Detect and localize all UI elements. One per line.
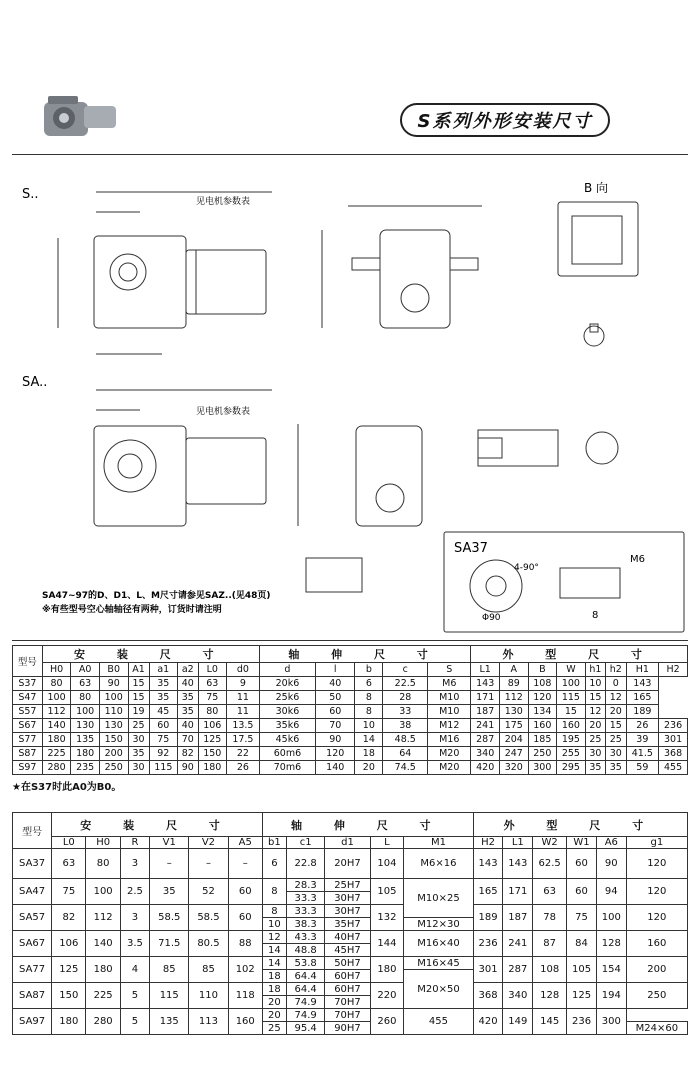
table-cell: 20 [585,719,605,733]
table-cell: 45 [149,705,178,719]
table-cell: 187 [471,705,500,719]
table-cell: 160 [528,719,557,733]
table-cell: 120 [316,747,355,761]
table-cell: 241 [471,719,500,733]
table-cell: 6 [355,677,383,691]
model-cell: SA57 [13,905,52,931]
page-title: S系列外形安装尺寸 [400,103,610,137]
table-cell: 80 [198,705,227,719]
column-header: L0 [198,663,227,677]
table-cell: 25 [585,733,605,747]
column-header: b [355,663,383,677]
outline-dims-header: 外 型 尺 寸 [471,646,688,663]
table-cell: 40 [178,677,198,691]
table-cell: S47 [13,691,43,705]
table-cell: 63 [198,677,227,691]
table-cell: 200 [99,747,128,761]
table-cell: 11 [227,691,260,705]
table-cell: 185 [528,733,557,747]
column-header: d1 [325,837,370,849]
table-cell: 25k6 [259,691,315,705]
table-cell: 10 [585,677,605,691]
table-cell: 12 [585,705,605,719]
column-header: H0 [42,663,71,677]
table-cell: 50 [316,691,355,705]
table-row [13,719,688,733]
table-cell: S97 [13,761,43,775]
table-cell: 225 [42,747,71,761]
table-cell: 22 [227,747,260,761]
table-cell: 17.5 [227,733,260,747]
table-cell: 15 [128,677,149,691]
table-cell: 30 [128,761,149,775]
table-cell: 120 [528,691,557,705]
column-header: H0 [86,837,120,849]
phi90-label: Φ90 [482,613,501,623]
table-cell: 74.5 [383,761,428,775]
technical-drawing-svg [12,158,688,638]
table-cell: 48.5 [383,733,428,747]
table-cell: 82 [178,747,198,761]
table-cell: 250 [99,761,128,775]
table-cell: 45k6 [259,733,315,747]
table-cell: 9 [227,677,260,691]
table-row [13,705,688,719]
table-cell: 26 [227,761,260,775]
column-header: d [259,663,315,677]
table-cell: 41.5 [626,747,659,761]
table-cell: M16 [428,733,471,747]
table-cell: 280 [42,761,71,775]
table-cell: 150 [99,733,128,747]
table-cell: S67 [13,719,43,733]
table-cell: S37 [13,677,43,691]
table-cell: 60m6 [259,747,315,761]
column-header: A1 [128,663,149,677]
table-cell: 89 [499,677,528,691]
table-cell: 300 [528,761,557,775]
column-header: b1 [262,837,286,849]
column-header: A5 [228,837,262,849]
table-cell: 301 [659,733,688,747]
b-view-label: B 向 [584,181,609,195]
table-row [13,761,688,775]
table-cell: 8 [355,705,383,719]
table-cell: 180 [198,761,227,775]
outline-dims-header-2: 外 型 尺 寸 [473,813,687,837]
table-cell: 59 [626,761,659,775]
table-cell: 12 [606,691,626,705]
table-cell: 22.5 [383,677,428,691]
page-header [0,0,700,160]
column-header: L0 [52,837,86,849]
table-cell: 247 [499,747,528,761]
table-cell: 70m6 [259,761,315,775]
table-cell: M12 [428,719,471,733]
table-cell: 287 [471,733,500,747]
column-header: A [499,663,528,677]
column-header: l [316,663,355,677]
column-header: B [528,663,557,677]
table-cell: 143 [626,677,659,691]
table-cell: S87 [13,747,43,761]
table-cell: 35 [128,747,149,761]
table-cell: 30 [128,733,149,747]
table-cell: 35 [178,705,198,719]
table-cell: M10 [428,705,471,719]
column-header: H2 [473,837,503,849]
table-cell: 125 [198,733,227,747]
table-cell: 0 [606,677,626,691]
table-cell: 295 [557,761,586,775]
column-header: A0 [71,663,100,677]
table-cell: 189 [626,705,659,719]
table-cell: 134 [528,705,557,719]
drawing-divider [12,640,688,641]
table-cell: 255 [557,747,586,761]
table-cell: 75 [149,733,178,747]
table-cell: 15 [606,719,626,733]
angle-label: 4-90° [514,563,539,573]
column-header: L1 [503,837,533,849]
table-cell: 35 [149,677,178,691]
column-header: A6 [596,837,626,849]
table-cell: 115 [149,761,178,775]
table-cell: 110 [99,705,128,719]
column-header: L1 [471,663,500,677]
table-cell: 115 [557,691,586,705]
table-cell: 39 [626,733,659,747]
gear-reducer-icon [40,92,120,142]
table-cell: 10 [355,719,383,733]
dimension-drawing [12,158,688,638]
motor-ref-label-2: 见电机参数表 [196,407,251,417]
s-series-table [12,645,688,793]
table-cell: 171 [471,691,500,705]
table-cell: 63 [71,677,100,691]
table-cell: 75 [198,691,227,705]
table-cell: 25 [606,733,626,747]
table-cell: 92 [149,747,178,761]
table-cell: S57 [13,705,43,719]
drawing-note-1: SA47~97的D、D1、L、M尺寸请参见SAZ..(见48页) [42,591,271,601]
column-header: W [557,663,586,677]
table-row [13,691,688,705]
table-row [13,677,688,691]
column-header: h1 [585,663,605,677]
table-cell: 70 [178,733,198,747]
table-cell: 64 [383,747,428,761]
column-header: c [383,663,428,677]
sa-series-table: 型号 安 装 尺 寸 轴 伸 尺 寸 外 型 尺 寸 L0 H0 R V1 V2 A5 b1 c1 d1 L M1 H2 L1 W2 W1 A6 g1 SA37 63 80 3 – – – 6 22.8 20H7 104 M6×16 143 143 62.5 60 90 120 SA47 75 100 2.5 35 52 60 8 28.3 25H7 105 M10×25 165 171 63 60 94 120 33.3 30H7 SA57 82 112 3 58.5 58.5 60 8 33.3 30H7 132 189 187 78 75 100 120 10 38.3 35H7 M12×30 SA67 106 140 3.5 71.5 80.5 88 12 43.3 40H7 144 M16×40 236 241 87 84 128 160 14 48.8 45H7 SA77 125 180 4 85 85 102 14 53.8 50H7 180 M16×45 301 287 108 105 154 200 18 64.4 60H7 M20×50 SA87 150 225 5 115 110 118 18 64.4 60H7 220 368 340 128 125 194 250 20 74.9 70H7 SA97 180 280 5 135 113 160 20 74.9 70H7 260 455 420 149 145 236 300 25 95.4 90H7 M24×60 [12,812,688,1035]
model-header: 型号 [13,646,43,677]
table-cell: 135 [71,733,100,747]
model-cell: SA77 [13,957,52,983]
table-cell: 20 [606,705,626,719]
table-cell: 25 [128,719,149,733]
table-cell: 80 [42,677,71,691]
table1-footnote: ★在S37时此A0为B0。 [12,782,122,793]
table-cell: 13.5 [227,719,260,733]
table-cell: 195 [557,733,586,747]
column-header: R [120,837,149,849]
column-header: a2 [178,663,198,677]
column-header: L [370,837,404,849]
install-dims-header-2: 安 装 尺 寸 [52,813,263,837]
table-cell: 15 [557,705,586,719]
table-cell: 180 [71,747,100,761]
table-cell: 38 [383,719,428,733]
table-cell: 100 [99,691,128,705]
table-cell: 18 [355,747,383,761]
shaft-dims-header: 轴 伸 尺 寸 [259,646,471,663]
table-cell: 35 [585,761,605,775]
table-cell: 90 [99,677,128,691]
column-header: W1 [567,837,597,849]
table-row [13,747,688,761]
table-cell: 140 [316,761,355,775]
column-header: V1 [150,837,189,849]
table-cell: 35 [178,691,198,705]
table-cell: 11 [227,705,260,719]
model-cell: SA67 [13,931,52,957]
table-cell: 70 [316,719,355,733]
table-cell: 35 [149,691,178,705]
drawing-note-2: ※有些型号空心轴轴径有两种，订货时请注明 [42,605,222,615]
model-header-2: 型号 [13,813,52,849]
dim-m6-label: M6 [630,554,645,565]
table-cell: 35k6 [259,719,315,733]
model-cell: SA37 [13,849,52,879]
table-cell: 130 [499,705,528,719]
column-header: B0 [99,663,128,677]
table-cell: 340 [471,747,500,761]
table-cell: 180 [42,733,71,747]
table-cell: 100 [71,705,100,719]
table-cell: 235 [71,761,100,775]
table-cell: 160 [557,719,586,733]
table-cell: 15 [585,691,605,705]
install-dims-header: 安 装 尺 寸 [42,646,259,663]
column-header: H1 [626,663,659,677]
table-cell: M10 [428,691,471,705]
model-cell: SA47 [13,879,52,905]
table-cell: 100 [42,691,71,705]
table-cell: 40 [316,677,355,691]
table-cell: 30 [606,747,626,761]
table-cell: 250 [528,747,557,761]
table-cell: M6 [428,677,471,691]
table-cell: 108 [528,677,557,691]
table-cell: 130 [71,719,100,733]
table-cell: 20 [355,761,383,775]
table-cell: 8 [355,691,383,705]
table-cell: 30k6 [259,705,315,719]
s-series-label: S.. [22,187,39,202]
table-cell: 60 [149,719,178,733]
table-cell: 33 [383,705,428,719]
table-cell: 165 [626,691,659,705]
column-header: a1 [149,663,178,677]
table-cell: 40 [178,719,198,733]
sa-series-label: SA.. [22,375,48,390]
table-cell: 112 [499,691,528,705]
model-cell: SA97 [13,1009,52,1035]
table-row [13,733,688,747]
table-cell: 455 [659,761,688,775]
column-header: H2 [659,663,688,677]
column-header: g1 [626,837,687,849]
column-header: S [428,663,471,677]
column-header: h2 [606,663,626,677]
table-cell: 143 [471,677,500,691]
column-header: W2 [533,837,567,849]
table-cell: 14 [355,733,383,747]
column-header: d0 [227,663,260,677]
table-cell: 90 [316,733,355,747]
model-cell: SA87 [13,983,52,1009]
column-header: c1 [286,837,325,849]
column-header: M1 [404,837,473,849]
table-cell: 35 [606,761,626,775]
table-cell: 140 [42,719,71,733]
table-cell: 112 [42,705,71,719]
table-cell: 175 [499,719,528,733]
table-cell: 60 [316,705,355,719]
header-divider [12,154,688,155]
shaft-dims-header-2: 轴 伸 尺 寸 [262,813,473,837]
table-cell: M20 [428,761,471,775]
dim-8-label: 8 [592,610,599,621]
table-cell: 320 [499,761,528,775]
table-cell: 420 [471,761,500,775]
table-cell: 106 [198,719,227,733]
table-cell: 90 [178,761,198,775]
table-cell: 26 [626,719,659,733]
table-cell: 130 [99,719,128,733]
table-cell: 368 [659,747,688,761]
table-cell: 19 [128,705,149,719]
table-cell: 80 [71,691,100,705]
sa37-label: SA37 [454,541,488,556]
table-cell: 30 [585,747,605,761]
table-cell: 15 [128,691,149,705]
table-cell: 28 [383,691,428,705]
table-cell: S77 [13,733,43,747]
table-cell: 150 [198,747,227,761]
column-header: V2 [189,837,228,849]
table-cell: 100 [557,677,586,691]
table-cell: M20 [428,747,471,761]
motor-ref-label-1: 见电机参数表 [196,197,251,207]
table-cell: 204 [499,733,528,747]
table-cell: 20k6 [259,677,315,691]
table-cell: 236 [659,719,688,733]
